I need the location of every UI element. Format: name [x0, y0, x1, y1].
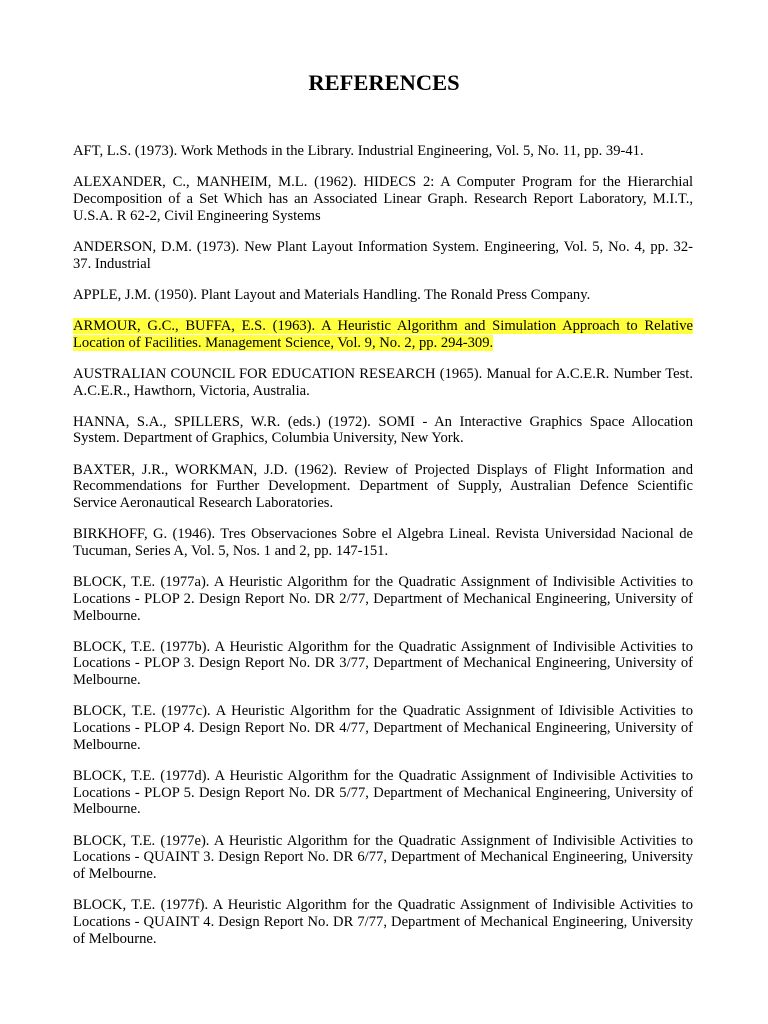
reference-entry: [73, 768, 693, 818]
reference-text: AUSTRALIAN COUNCIL FOR EDUCATION RESEARCH (1965). Manual for A.C.E.R. Number Test. A.C.E.R., Hawthorn, Victoria, Australia.: [73, 365, 693, 399]
reference-text: BLOCK, T.E. (1977f). A Heuristic Algorithm for the Quadratic Assignment of Indivisible Activities to Locations - QUAINT 4. Design Report No. DR 7/77, Department of Mechanical Engineering, University of Melbourne.: [73, 897, 693, 947]
reference-text: BLOCK, T.E. (1977c). A Heuristic Algorithm for the Quadratic Assignment of Idivisible Activities to Locations - PLOP 4. Design Report No. DR 4/77, Department of Mechanical Engineering, University of Melbourne.: [73, 703, 693, 753]
reference-entry: [73, 143, 693, 160]
reference-list: [73, 143, 693, 962]
reference-text: ANDERSON, D.M. (1973). New Plant Layout Information System. Engineering, Vol. 5, No. 4, pp. 32-37. Industrial: [73, 238, 693, 272]
reference-entry: [73, 414, 693, 447]
page-title: REFERENCES: [308, 70, 460, 95]
reference-entry: [73, 639, 693, 689]
reference-entry: [73, 174, 693, 224]
reference-text: BIRKHOFF, G. (1946). Tres Observaciones Sobre el Algebra Lineal. Revista Universidad Nacional de Tucuman, Series A, Vol. 5, Nos. 1 and 2, pp. 147-151.: [73, 526, 693, 559]
reference-entry: [73, 462, 693, 512]
reference-text: HANNA, S.A., SPILLERS, W.R. (eds.) (1972). SOMI - An Interactive Graphics Space Allocation System. Department of Graphics, Columbia University, New York.: [73, 413, 693, 447]
reference-text: BLOCK, T.E. (1977d). A Heuristic Algorithm for the Quadratic Assignment of Indivisible Activities to Locations - PLOP 5. Design Report No. DR 5/77, Department of Mechanical Engineering, University of Melbourne.: [73, 767, 693, 818]
reference-text: BAXTER, J.R., WORKMAN, J.D. (1962). Review of Projected Displays of Flight Information and Recommendations for Further Development. Department of Supply, Australian Defence Scientific Service Aeronautical Research Laboratories.: [73, 461, 693, 512]
reference-text: APPLE, J.M. (1950). Plant Layout and Materials Handling. The Ronald Press Company.: [73, 286, 591, 303]
reference-entry: [73, 239, 693, 272]
reference-text: BLOCK, T.E. (1977b). A Heuristic Algorithm for the Quadratic Assignment of Indivisible Activities to Locations - PLOP 3. Design Report No. DR 3/77, Department of Mechanical Engineering, University of Melbourne.: [73, 638, 693, 689]
reference-entry: [73, 897, 693, 947]
reference-text: BLOCK, T.E. (1977e). A Heuristic Algorithm for the Quadratic Assignment of Indivisible Activities to Locations - QUAINT 3. Design Report No. DR 6/77, Department of Mechanical Engineering, University of Melbourne.: [73, 832, 693, 882]
reference-entry: [73, 526, 693, 559]
reference-entry: [73, 833, 693, 883]
reference-entry: [73, 366, 693, 399]
reference-entry: [73, 574, 693, 624]
reference-entry-highlighted: [73, 318, 693, 351]
reference-text: AFT, L.S. (1973). Work Methods in the Library. Industrial Engineering, Vol. 5, No. 11, pp. 39-41.: [73, 143, 644, 159]
reference-text: ALEXANDER, C., MANHEIM, M.L. (1962). HIDECS 2: A Computer Program for the Hierarchial Decomposition of a Set Which has an Associated Linear Graph. Research Report Laboratory, M.I.T., U.S.A. R 62-2, Civil Engineering Systems: [73, 174, 693, 224]
reference-text: BLOCK, T.E. (1977a). A Heuristic Algorithm for the Quadratic Assignment of Indivisible Activities to Locations - PLOP 2. Design Report No. DR 2/77, Department of Mechanical Engineering, University of Melbourne.: [73, 574, 693, 624]
reference-text-highlighted: ARMOUR, G.C., BUFFA, E.S. (1963). A Heuristic Algorithm and Simulation Approach to Relative Location of Facilities. Management Science, Vol. 9, No. 2, pp. 294-309.: [73, 317, 693, 351]
reference-entry: [73, 287, 693, 304]
reference-entry: [73, 703, 693, 753]
